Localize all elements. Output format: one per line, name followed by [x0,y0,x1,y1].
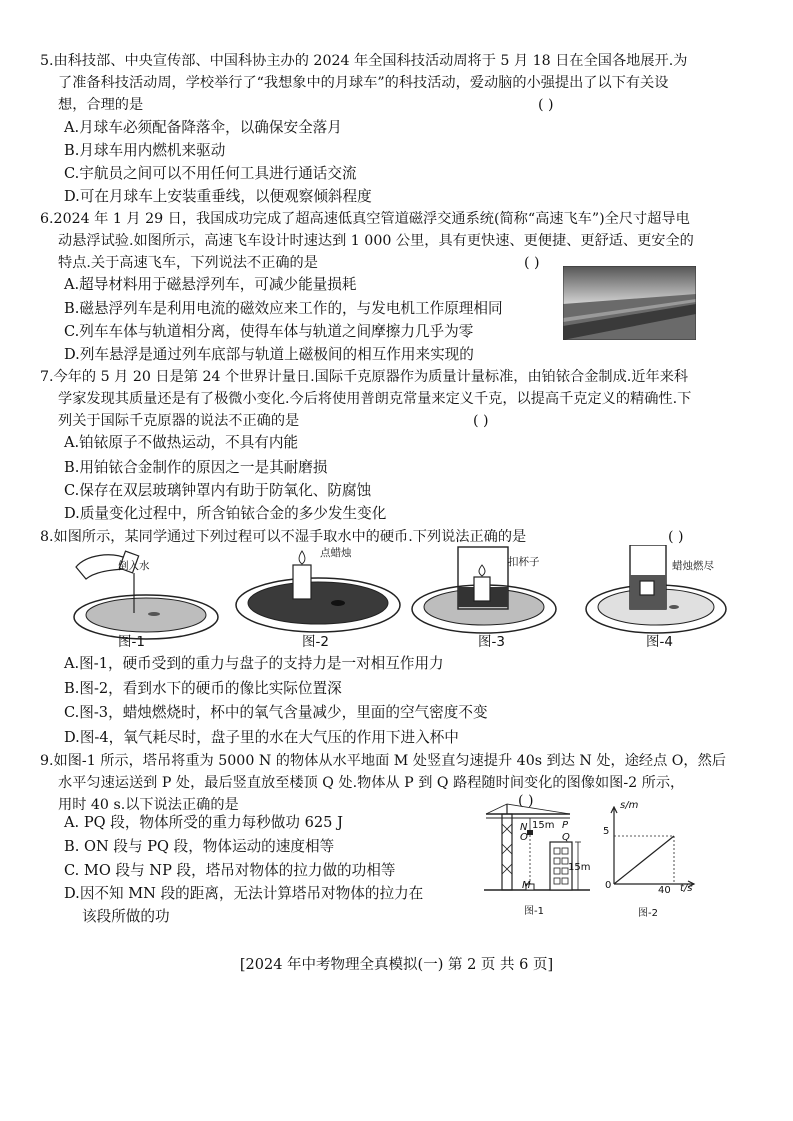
q9-graph-line [614,836,674,884]
page-footer: [2024 年中考物理全真模拟(一) 第 2 页 共 6 页] [239,957,554,973]
q9-fig-1-label-n: N [520,822,528,833]
q6-option: C.列车车体与轨道相分离，使得车体与轨道之间摩擦力几乎为零 [64,323,474,340]
q8-caption-2: 图-2 [302,634,329,650]
q8-fig-2-light-candle [236,551,400,632]
q9-fig-1-label-q: Q [562,832,570,843]
q9-fig-2-xlabel: t/s [680,883,693,894]
q8-option: D.图-4，氧气耗尽时，盘子里的水在大气压的作用下进入杯中 [64,729,459,746]
q7-option: B.用铂铱合金制作的原因之一是其耐磨损 [64,459,328,476]
q9-option-continued: 该段所做的功 [82,908,170,925]
q7-stem-line: 7.今年的 5 月 20 日是第 24 个世界计量日.国际千克原器作为质量计量标准，由铂铱合金制成.近年来科 [40,369,689,385]
q9-fig-1-label-m: M [522,880,531,891]
q8-option: B.图-2，看到水下的硬币的像比实际位置深 [64,680,342,697]
q8-fig-1-label: 倒入水 [118,560,150,572]
q9-option: D.因不知 MN 段的距离，无法计算塔吊对物体的拉力在 [64,885,424,902]
q9-stem-line: 水平匀速运送到 P 处，最后竖直放至楼顶 Q 处.物体从 P 到 Q 路程随时间变化的图像如图-2 所示， [58,775,685,791]
q8-figures [66,545,746,645]
q9-fig-1-crane [482,800,592,896]
q8-stem-line: 8.如图所示，某同学通过下列过程可以不湿手取水中的硬币.下列说法正确的是 [40,529,527,545]
q9-fig-2-graph [608,806,698,888]
q8-option: A.图-1，硬币受到的重力与盘子的支持力是一对相互作用力 [64,655,444,672]
q9-stem-line: 9.如图-1 所示，塔吊将重为 5000 N 的物体从水平地面 M 处竖直匀速提升 40s 到达 N 处，途经点 O，然后 [40,753,726,769]
q5-answer-bracket: ( ) [538,97,554,113]
q7-stem-line: 列关于国际千克原器的说法不正确的是 [58,413,300,429]
q8-fig-4-label: 蜡烛燃尽 [672,560,714,572]
q9-fig-2-ytick: 5 [603,826,610,837]
q9-fig-1-label-p: P [562,820,569,831]
q9-fig-1-label-o: O [520,832,528,843]
q9-fig-1-caption: 图-1 [524,906,544,917]
q8-fig-2-label: 点蜡烛 [320,547,352,559]
q9-fig-2-caption: 图-2 [638,908,658,919]
q8-fig-3-label: 扣杯子 [508,556,540,568]
q7-stem-line: 学家发现其质量还是有了极微小变化.今后将使用普朗克常量来定义千克，以提高千克定义的精确性.下 [58,391,692,407]
q7-answer-bracket: ( ) [473,413,489,429]
q5-option: D.可在月球车上安装重垂线，以便观察倾斜程度 [64,188,372,205]
q9-option: B. ON 段与 PQ 段，物体运动的速度相等 [64,838,335,855]
q6-answer-bracket: ( ) [524,255,540,271]
q6-option: D.列车悬浮是通过列车底部与轨道上磁极间的相互作用来实现的 [64,346,474,363]
q8-caption-4: 图-4 [646,634,673,650]
q7-option: C.保存在双层玻璃钟罩内有助于防氧化、防腐蚀 [64,482,372,499]
q9-option: C. MO 段与 NP 段，塔吊对物体的拉力做的功相等 [64,862,396,879]
maglev-photo [563,266,696,340]
q9-fig-2-origin: 0 [605,880,612,891]
q5-stem-line: 想，合理的是 [58,97,144,113]
q9-fig-1-label-15m-top: 15m [532,820,555,831]
q8-caption-3: 图-3 [478,634,505,650]
q9-fig-2-ylabel: s/m [620,800,639,811]
q6-stem-line: 动悬浮试验.如图所示，高速飞车设计时速达到 1 000 公里，具有更快速、更便捷、更舒适、更安全的 [58,233,694,249]
q5-option: B.月球车用内燃机来驱动 [64,142,226,159]
q5-option: C.宇航员之间可以不用任何工具进行通话交流 [64,165,357,182]
q8-answer-bracket: ( ) [668,529,684,545]
q6-option: B.磁悬浮列车是利用电流的磁效应来工作的，与发电机工作原理相同 [64,300,503,317]
q8-caption-1: 图-1 [118,634,145,650]
q8-option: C.图-3，蜡烛燃烧时，杯中的氧气含量减少，里面的空气密度不变 [64,704,488,721]
q9-stem-line: 用时 40 s.以下说法正确的是 [58,797,239,813]
q9-option: A. PQ 段，物体所受的重力每秒做功 625 J [64,814,343,831]
q5-stem-line: 5.由科技部、中央宣传部、中国科协主办的 2024 年全国科技活动周将于 5 月 18 日在全国各地展开.为 [40,53,688,69]
q6-stem-line: 6.2024 年 1 月 29 日，我国成功完成了超高速低真空管道磁浮交通系统(简称“高速飞车”)全尺寸超导电 [40,211,690,227]
q5-stem-line: 了准备科技活动周，学校举行了“我想象中的月球车”的科技活动，爱动脑的小强提出了以下有关设 [58,75,669,91]
q6-option: A.超导材料用于磁悬浮列车，可减少能量损耗 [64,276,357,293]
q5-option: A.月球车必须配备降落伞，以确保安全落月 [64,119,342,136]
q7-option: A.铂铱原子不做热运动，不具有内能 [64,434,299,451]
q9-answer-bracket: ( ) [518,793,534,809]
q7-option: D.质量变化过程中，所含铂铱合金的多少发生变化 [64,505,387,522]
q9-fig-2-xtick: 40 [658,885,671,896]
q6-stem-line: 特点.关于高速飞车，下列说法不正确的是 [58,255,318,271]
q9-fig-1-label-15m-side: 15m [568,862,591,873]
